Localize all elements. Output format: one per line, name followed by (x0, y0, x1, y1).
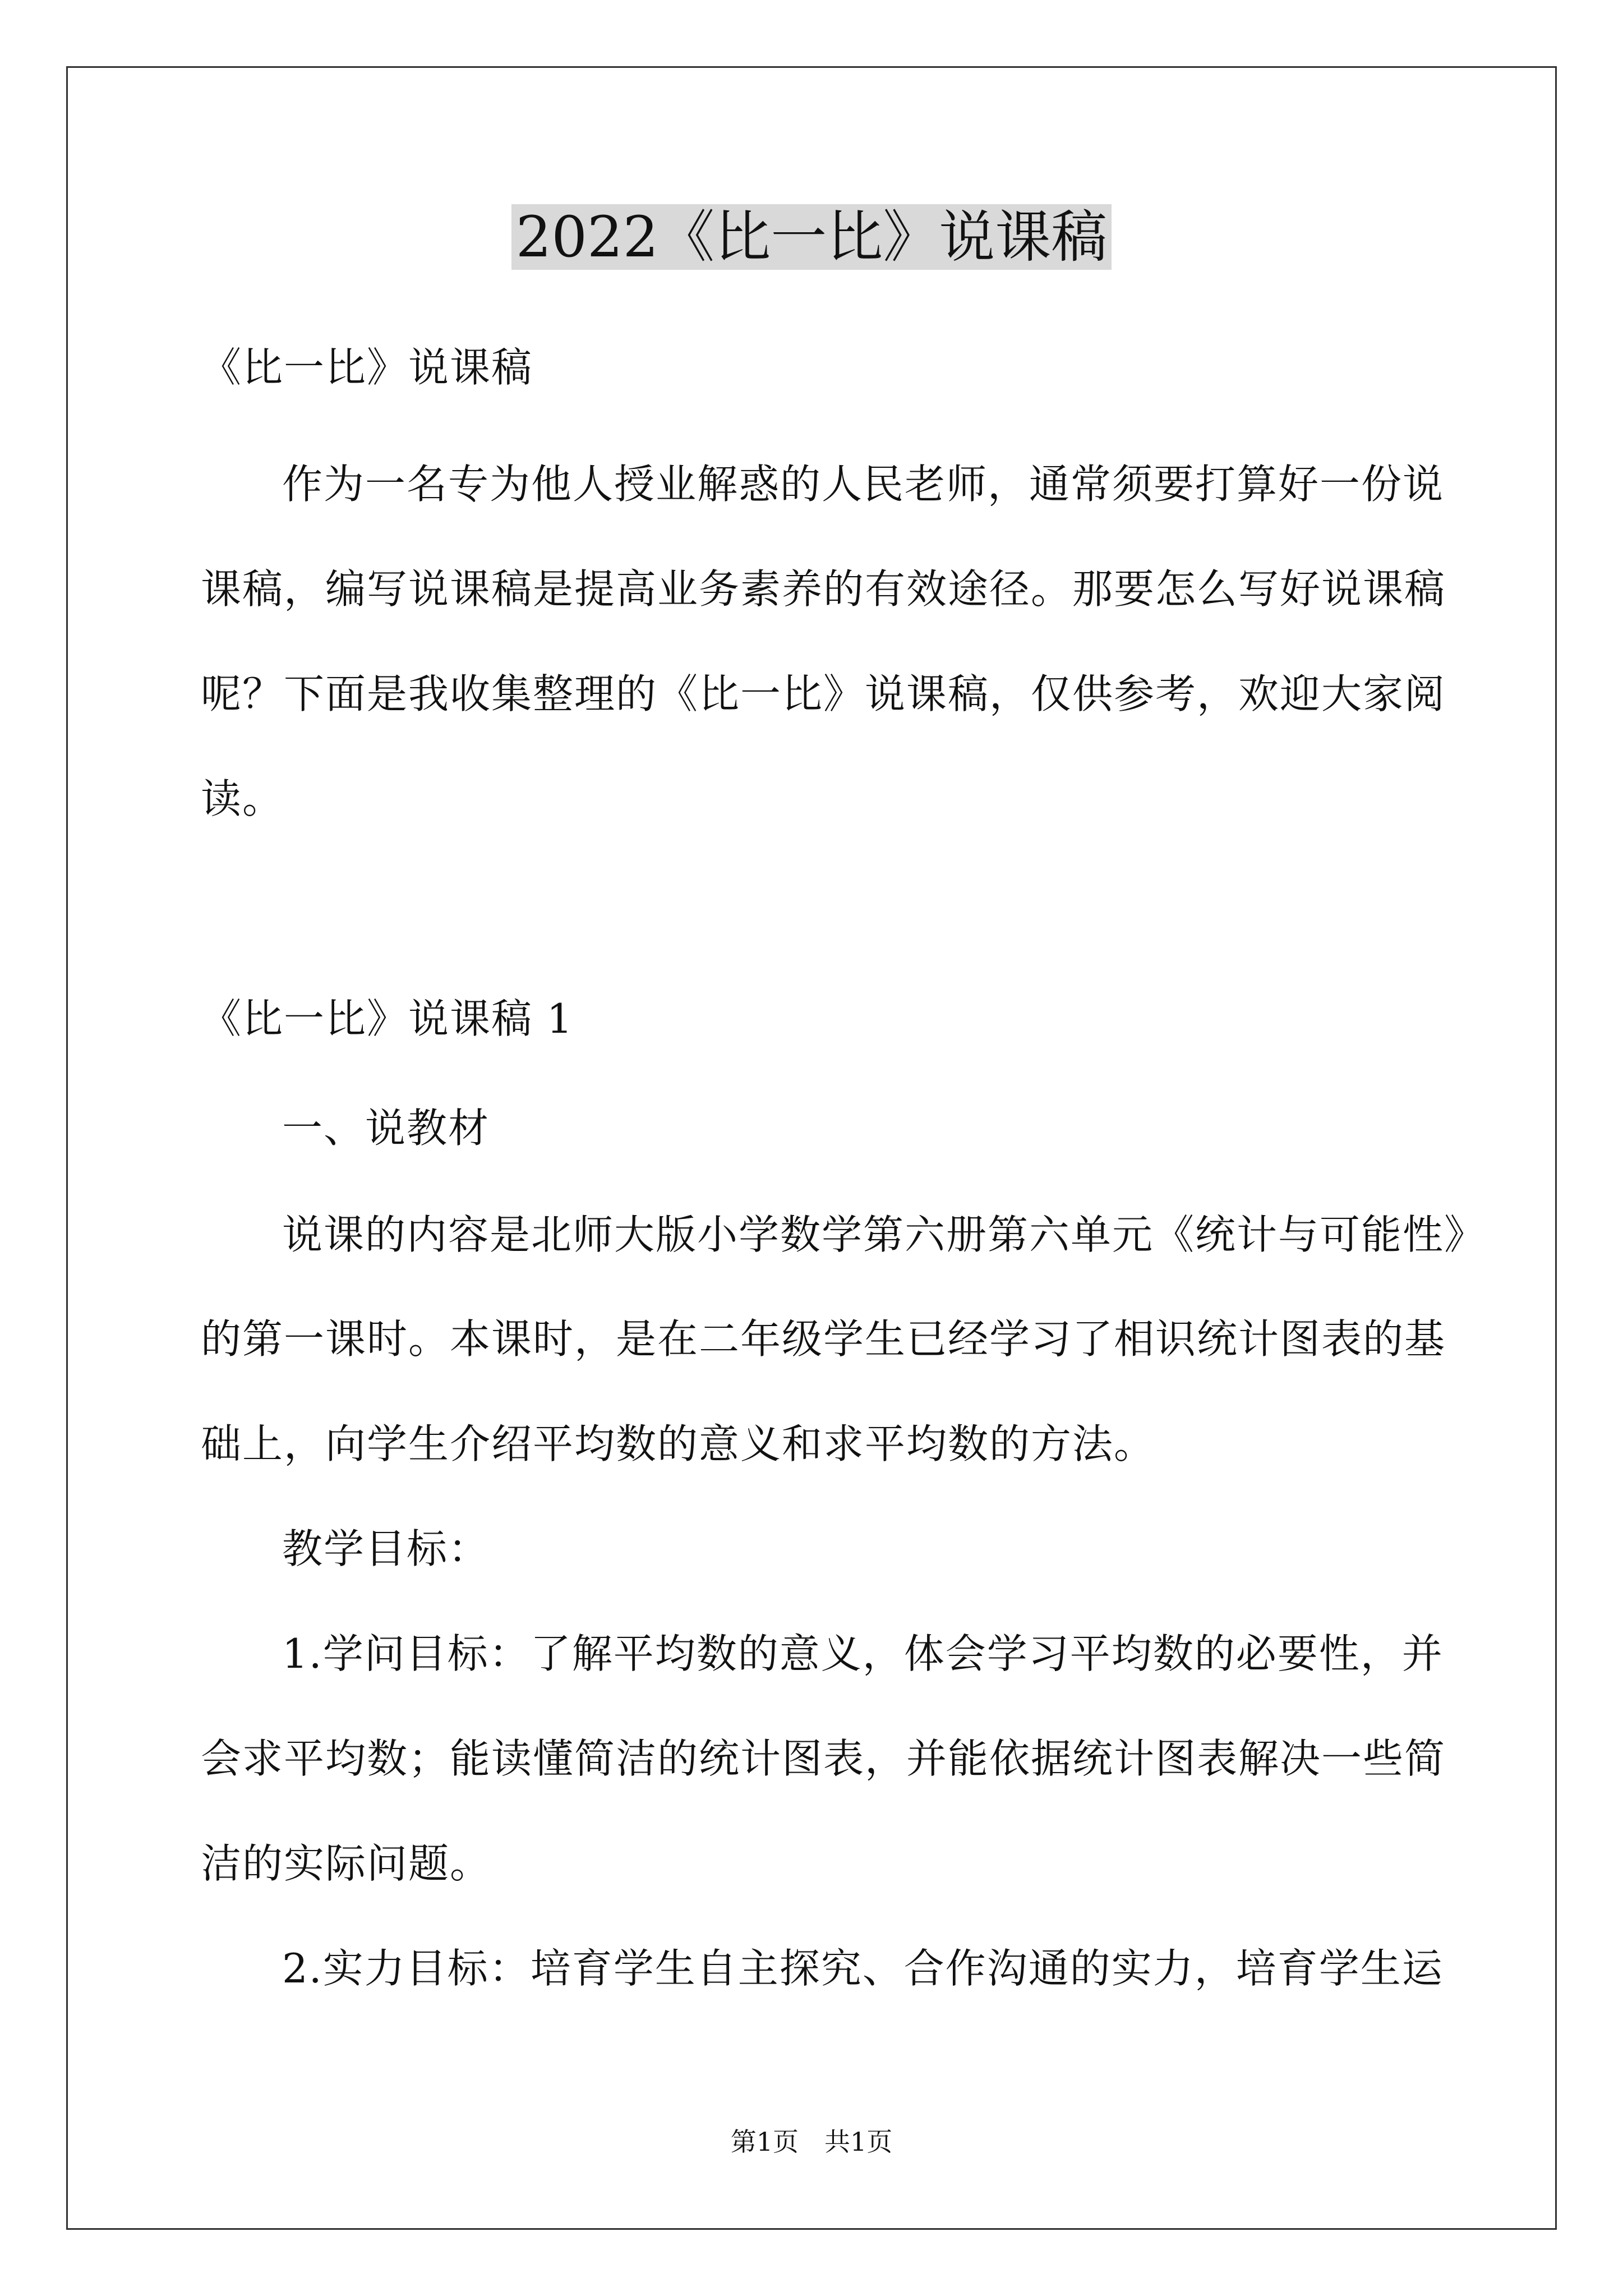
paragraph-line: 课稿，编写说课稿是提高业务素养的有效途径。那要怎么写好说课稿 (201, 565, 1446, 613)
paragraph-line: 洁的实际问题。 (201, 1840, 492, 1887)
page-footer: 第1页 共1页 (730, 2127, 893, 2157)
paragraph-line: 2.实力目标：培育学生自主探究、合作沟通的实力，培育学生运 (282, 1945, 1444, 1992)
document-title (0, 201, 1623, 274)
paragraph-line: 础上，向学生介绍平均数的意义和求平均数的方法。 (201, 1420, 1156, 1467)
section-heading-intro: 《比一比》说课稿 (201, 344, 533, 391)
subsection-heading: 教学目标： (282, 1525, 490, 1572)
paragraph-line: 会求平均数；能读懂简洁的统计图表，并能依据统计图表解决一些简 (201, 1735, 1446, 1782)
paragraph-line: 作为一名专为他人授业解惑的人民老师，通常须要打算好一份说 (282, 461, 1445, 508)
paragraph-line: 呢？下面是我收集整理的《比一比》说课稿，仅供参考，欢迎大家阅 (201, 670, 1446, 717)
paragraph-line: 说课的内容是北师大版小学数学第六册第六单元《统计与可能性》 (282, 1211, 1486, 1258)
paragraph-line: 1.学问目标：了解平均数的意义，体会学习平均数的必要性，并 (282, 1630, 1444, 1677)
document-title-text: 2022《比一比》说课稿 (511, 204, 1112, 270)
paragraph-line: 的第一课时。本课时，是在二年级学生已经学习了相识统计图表的基 (201, 1315, 1446, 1363)
section-heading-1: 《比一比》说课稿 1 (201, 995, 574, 1042)
subsection-heading: 一、说教材 (282, 1105, 490, 1152)
paragraph-line: 读。 (201, 775, 284, 822)
